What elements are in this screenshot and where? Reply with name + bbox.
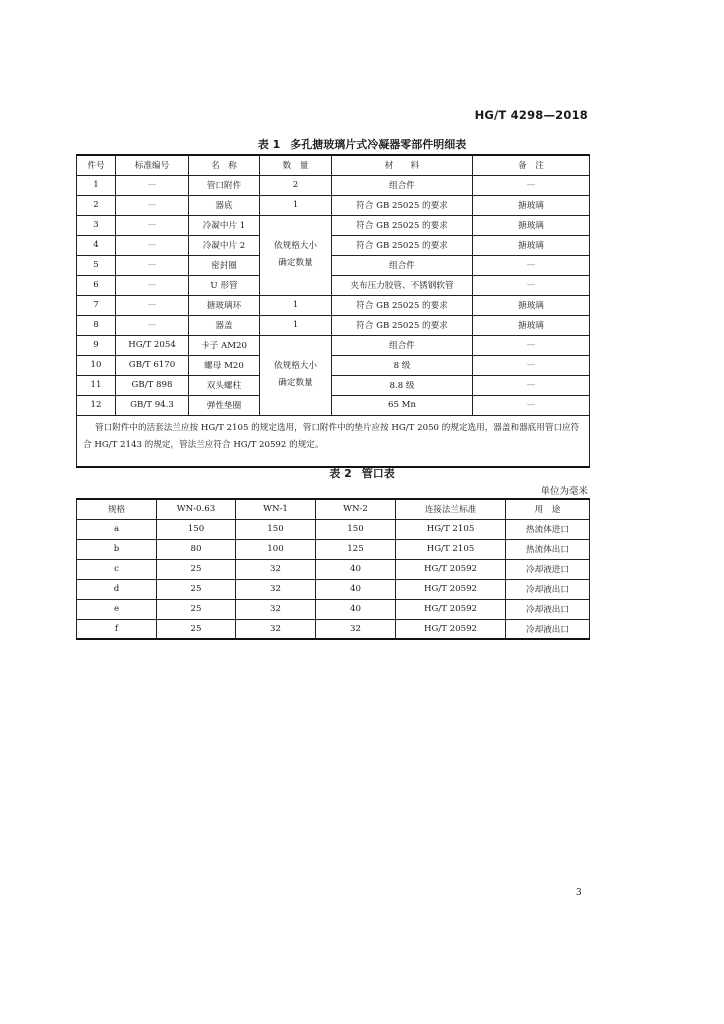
table1-note-text: 管口附件中的活套法兰应按 HG/T 2105 的规定选用，管口附件中的垫片应按 HG/T 2050 的规定选用，器盖和器底用管口应符合 HG/T 2143 的规定，管法兰应符合 HG/T 20592 的规定。 [83, 422, 580, 450]
table2-header-cell: WN-2 [316, 499, 396, 519]
parts-table [76, 154, 590, 468]
nozzle-wn063: 150 [157, 519, 236, 539]
table2-caption-title: 管口表 [361, 467, 395, 480]
part-no: 8 [77, 315, 116, 335]
nozzle-wn1: 32 [236, 579, 316, 599]
part-standard: — [116, 175, 189, 195]
table2-header-cell: 连接法兰标准 [396, 499, 506, 519]
nozzle-spec: d [77, 579, 157, 599]
nozzle-use: 热流体进口 [506, 519, 590, 539]
part-name: 管口附件 [189, 175, 260, 195]
nozzle-wn1: 100 [236, 539, 316, 559]
nozzle-wn063: 25 [157, 579, 236, 599]
table1-caption [0, 136, 724, 152]
table1-header-cell: 件号 [77, 155, 116, 175]
part-name: 冷凝中片 2 [189, 235, 260, 255]
part-remark: — [473, 335, 590, 355]
table2-header-cell: WN-0.63 [157, 499, 236, 519]
part-no: 4 [77, 235, 116, 255]
part-standard: — [116, 255, 189, 275]
nozzle-spec: a [77, 519, 157, 539]
part-material: 组合件 [332, 255, 473, 275]
table-row [77, 619, 590, 639]
part-name: 密封圈 [189, 255, 260, 275]
page-number: 3 [576, 888, 582, 898]
part-material: 8 级 [332, 355, 473, 375]
nozzle-wn2: 40 [316, 579, 396, 599]
part-no: 5 [77, 255, 116, 275]
part-standard: GB/T 6170 [116, 355, 189, 375]
part-remark: — [473, 395, 590, 415]
table2-caption-number: 表 2 [329, 467, 352, 480]
nozzle-wn2: 150 [316, 519, 396, 539]
nozzle-flange-standard: HG/T 20592 [396, 599, 506, 619]
part-qty: 2 [260, 175, 332, 195]
standard-code: HG/T 4298—2018 [474, 108, 588, 122]
nozzle-use: 热流体出口 [506, 539, 590, 559]
table1-header-cell: 数 量 [260, 155, 332, 175]
nozzle-flange-standard: HG/T 20592 [396, 579, 506, 599]
part-remark: — [473, 175, 590, 195]
part-qty: 1 [260, 315, 332, 335]
nozzle-wn2: 40 [316, 599, 396, 619]
table1-header-cell: 名 称 [189, 155, 260, 175]
nozzle-wn1: 150 [236, 519, 316, 539]
table2-header-row [77, 499, 590, 519]
part-standard: — [116, 215, 189, 235]
table2-caption [0, 465, 724, 481]
part-qty: 1 [260, 295, 332, 315]
part-material: 符合 GB 25025 的要求 [332, 315, 473, 335]
part-name: 器底 [189, 195, 260, 215]
nozzle-wn1: 32 [236, 559, 316, 579]
nozzle-use: 冷却液出口 [506, 579, 590, 599]
part-no: 10 [77, 355, 116, 375]
part-remark: — [473, 355, 590, 375]
part-no: 3 [77, 215, 116, 235]
part-material: 8.8 级 [332, 375, 473, 395]
table1-note [77, 415, 590, 467]
part-standard: — [116, 295, 189, 315]
nozzle-use: 冷却液进口 [506, 559, 590, 579]
part-no: 2 [77, 195, 116, 215]
table-row [77, 375, 590, 395]
part-remark: — [473, 275, 590, 295]
part-name: 双头螺柱 [189, 375, 260, 395]
table-row [77, 599, 590, 619]
part-standard: GB/T 898 [116, 375, 189, 395]
part-remark: 搪玻璃 [473, 235, 590, 255]
nozzle-flange-standard: HG/T 2105 [396, 519, 506, 539]
part-material: 符合 GB 25025 的要求 [332, 195, 473, 215]
part-qty-merged: 依规格大小确定数量 [260, 215, 332, 295]
table1-header-cell: 材 料 [332, 155, 473, 175]
part-standard: HG/T 2054 [116, 335, 189, 355]
table-row [77, 315, 590, 335]
part-no: 6 [77, 275, 116, 295]
table-row [77, 335, 590, 355]
table-row [77, 519, 590, 539]
table-row [77, 355, 590, 375]
part-standard: — [116, 195, 189, 215]
part-material: 夹布压力胶管、不锈钢软管 [332, 275, 473, 295]
nozzle-spec: e [77, 599, 157, 619]
part-material: 符合 GB 25025 的要求 [332, 215, 473, 235]
table-row [77, 175, 590, 195]
part-material: 符合 GB 25025 的要求 [332, 295, 473, 315]
nozzle-wn1: 32 [236, 619, 316, 639]
part-qty: 1 [260, 195, 332, 215]
table-row [77, 215, 590, 235]
nozzle-flange-standard: HG/T 20592 [396, 619, 506, 639]
table1-note-row [77, 415, 590, 467]
part-qty-merged: 依规格大小确定数量 [260, 335, 332, 415]
nozzle-use: 冷却液出口 [506, 619, 590, 639]
part-name: 弹性垫圈 [189, 395, 260, 415]
part-standard: — [116, 275, 189, 295]
part-no: 7 [77, 295, 116, 315]
nozzle-table [76, 498, 590, 640]
nozzle-wn2: 125 [316, 539, 396, 559]
nozzle-wn1: 32 [236, 599, 316, 619]
table1-header-cell: 备 注 [473, 155, 590, 175]
table-row [77, 195, 590, 215]
part-material: 65 Mn [332, 395, 473, 415]
nozzle-flange-standard: HG/T 20592 [396, 559, 506, 579]
part-standard: GB/T 94.3 [116, 395, 189, 415]
part-name: 器盖 [189, 315, 260, 335]
part-no: 1 [77, 175, 116, 195]
nozzle-spec: b [77, 539, 157, 559]
table-row [77, 255, 590, 275]
part-remark: — [473, 255, 590, 275]
unit-note: 单位为毫米 [540, 486, 588, 497]
nozzle-wn063: 25 [157, 599, 236, 619]
part-remark: 搪玻璃 [473, 315, 590, 335]
part-material: 组合件 [332, 335, 473, 355]
part-name: 搪玻璃环 [189, 295, 260, 315]
part-standard: — [116, 235, 189, 255]
table1-header-cell: 标准编号 [116, 155, 189, 175]
part-material: 符合 GB 25025 的要求 [332, 235, 473, 255]
nozzle-wn2: 32 [316, 619, 396, 639]
table1-caption-title: 多孔搪玻璃片式冷凝器零部件明细表 [290, 138, 467, 151]
part-no: 12 [77, 395, 116, 415]
part-remark: 搪玻璃 [473, 295, 590, 315]
table1-header-row [77, 155, 590, 175]
table-row [77, 235, 590, 255]
table-row [77, 275, 590, 295]
nozzle-spec: c [77, 559, 157, 579]
table2-header-cell: WN-1 [236, 499, 316, 519]
part-name: 螺母 M20 [189, 355, 260, 375]
nozzle-wn063: 25 [157, 559, 236, 579]
nozzle-flange-standard: HG/T 2105 [396, 539, 506, 559]
part-name: U 形管 [189, 275, 260, 295]
nozzle-spec: f [77, 619, 157, 639]
table-row [77, 539, 590, 559]
part-remark: 搪玻璃 [473, 195, 590, 215]
part-name: 卡子 AM20 [189, 335, 260, 355]
part-no: 11 [77, 375, 116, 395]
part-material: 组合件 [332, 175, 473, 195]
nozzle-wn063: 80 [157, 539, 236, 559]
part-no: 9 [77, 335, 116, 355]
table1-caption-number: 表 1 [257, 138, 281, 151]
table-row [77, 559, 590, 579]
table-row [77, 395, 590, 415]
table-row [77, 295, 590, 315]
part-remark: — [473, 375, 590, 395]
part-standard: — [116, 315, 189, 335]
nozzle-wn2: 40 [316, 559, 396, 579]
table2-header-cell: 用 途 [506, 499, 590, 519]
nozzle-wn063: 25 [157, 619, 236, 639]
nozzle-use: 冷却液出口 [506, 599, 590, 619]
part-name: 冷凝中片 1 [189, 215, 260, 235]
table-row [77, 579, 590, 599]
part-remark: 搪玻璃 [473, 215, 590, 235]
table2-header-cell: 规格 [77, 499, 157, 519]
